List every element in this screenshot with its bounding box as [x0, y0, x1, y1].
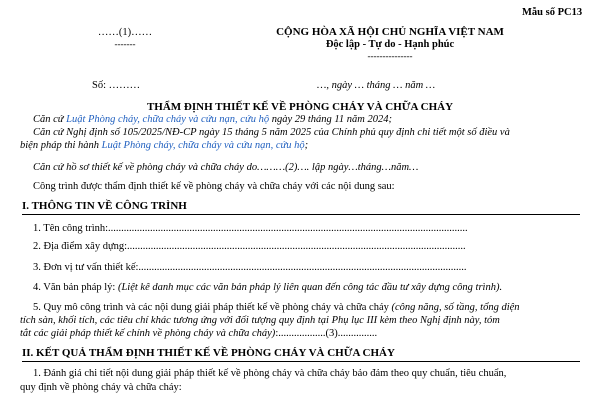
document-number: Số: ……… — [92, 80, 141, 91]
basis-line-3 — [20, 140, 308, 152]
document-title: THẨM ĐỊNH THIẾT KẾ VỀ PHÒNG CHÁY VÀ CHỮA CHÁY — [146, 101, 454, 113]
intro-text: Công trình được thẩm định thiết kế về phòng cháy và chữa cháy với các nội dung sau: — [33, 181, 395, 192]
basis-3-prefix: biện pháp thi hành — [20, 140, 102, 151]
basis-line-2: Căn cứ Nghị định số 105/2025/NĐ-CP ngày 15 tháng 5 năm 2025 của Chính phủ quy định chi tiết một số điều và — [33, 127, 510, 138]
legal-documents-label: 4. Văn bản pháp lý: — [33, 282, 118, 293]
basis-line-1 — [33, 114, 392, 126]
legal-documents-note: (Liệt kê danh mục các văn bản pháp lý liên quan đến công tác đầu tư xây dựng công trình). — [117, 282, 503, 293]
basis-line-4: Căn cứ hồ sơ thiết kế về phòng cháy và chữa cháy do………(2)…. lập ngày…tháng…năm… — [33, 162, 419, 173]
agency-placeholder: ……(1)…… — [97, 27, 153, 38]
basis-3-suffix: ; — [304, 140, 309, 151]
legal-documents-field — [33, 282, 502, 294]
project-name-field: 1. Tên công trình:......................................................................................................................................... — [33, 223, 468, 234]
evaluation-line-1: 1. Đánh giá chi tiết nội dung giải pháp thiết kế về phòng cháy và chữa cháy bảo đảm theo quy chuẩn, tiêu chuẩn, — [33, 368, 507, 379]
basis-1-suffix: ngày 29 tháng 11 năm 2024; — [269, 114, 392, 125]
law-link-1[interactable]: Luật Phòng cháy, chữa cháy và cứu nạn, cứu hộ — [66, 114, 270, 125]
scale-line-1 — [33, 302, 520, 314]
section-1-rule — [22, 214, 580, 215]
agency-dash: ------- — [114, 39, 136, 49]
design-consultant-field: 3. Đơn vị tư vấn thiết kế:............................................................................................................................. — [33, 262, 467, 273]
scale-line-2: tích sàn, khối tích, các tiêu chí khác tương ứng với đối tượng quy định tại Phụ lục III kèm theo Nghị định này, tóm — [20, 315, 500, 326]
evaluation-line-2: quy định về phòng cháy và chữa cháy: — [20, 382, 182, 393]
scale-line-3 — [20, 328, 377, 340]
motto: Độc lập - Tự do - Hạnh phúc — [325, 39, 455, 50]
construction-site-field: 2. Địa điểm xây dựng:................................................................................................................................. — [33, 241, 466, 252]
law-link-2[interactable]: Luật Phòng cháy, chữa cháy và cứu nạn, cứu hộ — [101, 140, 305, 151]
section-2-rule — [22, 361, 580, 362]
nation-name: CỘNG HÒA XÃ HỘI CHỦ NGHĨA VIỆT NAM — [276, 26, 504, 38]
scale-label: 5. Quy mô công trình và các nội dung giải pháp thiết kế về phòng cháy và chữa cháy — [33, 302, 392, 313]
section-2-heading: II. KẾT QUẢ THẨM ĐỊNH THIẾT KẾ VỀ PHÒNG CHÁY VÀ CHỮA CHÁY — [22, 347, 395, 359]
document-date: …, ngày … tháng … năm … — [317, 80, 436, 91]
scale-note-1: (công năng, số tầng, tổng diện — [391, 302, 520, 313]
form-code: Mẫu số PC13 — [522, 7, 583, 18]
motto-dash: --------------- — [367, 51, 413, 61]
section-1-heading: I. THÔNG TIN VỀ CÔNG TRÌNH — [22, 200, 187, 212]
basis-1-prefix: Căn cứ — [33, 114, 67, 125]
scale-placeholder: :..................(3)............... — [275, 328, 378, 339]
scale-note-3: tắt các giải pháp thiết kế chính về phòng cháy và chữa cháy) — [20, 328, 276, 339]
